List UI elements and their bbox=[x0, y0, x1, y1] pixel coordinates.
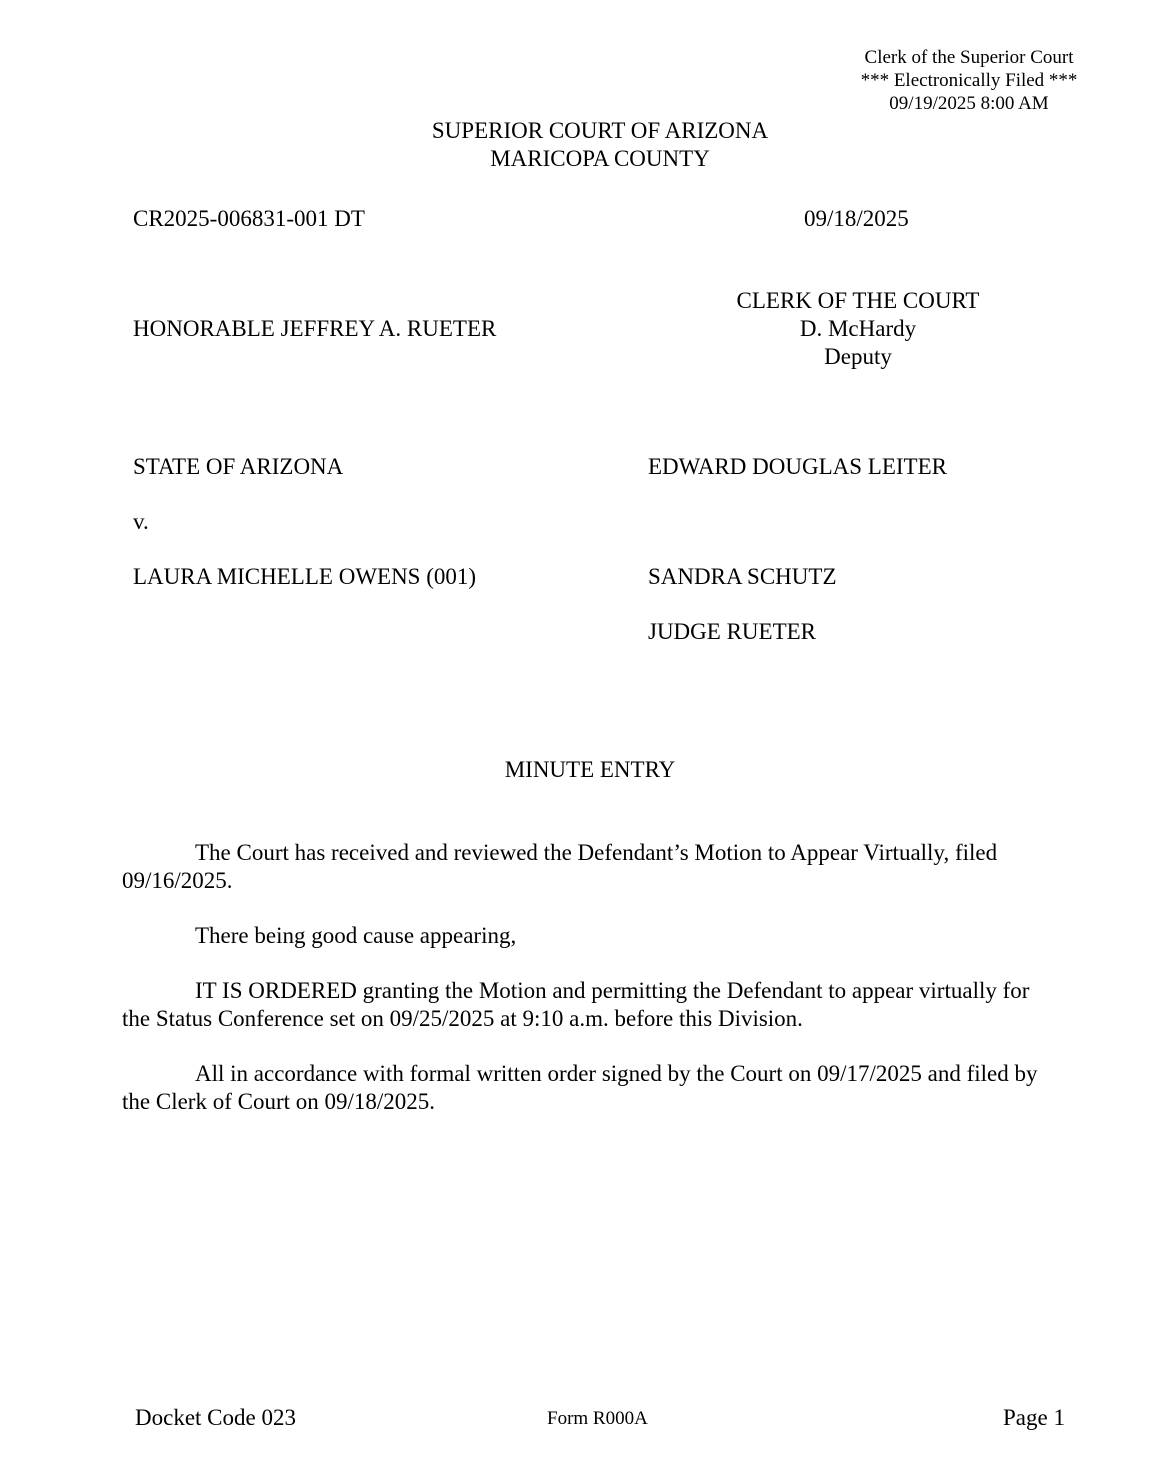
clerk-title: CLERK OF THE COURT bbox=[736, 288, 980, 313]
clerk-block bbox=[700, 287, 1016, 371]
case-date: 09/18/2025 bbox=[804, 206, 909, 231]
body-paragraph bbox=[122, 1060, 1052, 1116]
paragraph-formal-order: All in accordance with formal written order signed by the Court on 09/17/2025 and filed by the Clerk of Court on 09/18/2025. bbox=[122, 1061, 1038, 1114]
stamp-line-clerk: Clerk of the Superior Court bbox=[864, 47, 1074, 68]
judge-name: HONORABLE JEFFREY A. RUETER bbox=[133, 316, 497, 341]
versus-label: v. bbox=[133, 509, 149, 534]
plaintiff-name: STATE OF ARIZONA bbox=[133, 454, 344, 479]
court-county: MARICOPA COUNTY bbox=[490, 146, 710, 171]
distribution-item: EDWARD DOUGLAS LEITER bbox=[648, 454, 947, 479]
body-paragraph bbox=[122, 839, 1052, 895]
case-number: CR2025-006831-001 DT bbox=[133, 206, 365, 231]
clerk-name: D. McHardy bbox=[799, 316, 917, 341]
filing-stamp bbox=[830, 46, 1108, 115]
body-paragraph bbox=[122, 977, 1052, 1033]
stamp-line-timestamp: 09/19/2025 8:00 AM bbox=[889, 93, 1049, 114]
court-name: SUPERIOR COURT OF ARIZONA bbox=[431, 118, 769, 143]
body-paragraph bbox=[122, 922, 1052, 950]
document-title: MINUTE ENTRY bbox=[504, 757, 676, 782]
footer-form: Form R000A bbox=[547, 1408, 648, 1429]
paragraph-good-cause: There being good cause appearing, bbox=[195, 923, 517, 948]
footer-page-number: Page 1 bbox=[1003, 1405, 1065, 1430]
distribution-item: JUDGE RUETER bbox=[648, 619, 817, 644]
defendant-name: LAURA MICHELLE OWENS (001) bbox=[133, 564, 477, 589]
court-heading bbox=[400, 117, 800, 173]
stamp-line-filed: *** Electronically Filed *** bbox=[860, 70, 1078, 91]
paragraph-motion-received: The Court has received and reviewed the Defendant’s Motion to Appear Virtually, filed 09/16/2025. bbox=[122, 840, 998, 893]
distribution-item: SANDRA SCHUTZ bbox=[648, 564, 837, 589]
clerk-role: Deputy bbox=[824, 344, 892, 369]
paragraph-order: IT IS ORDERED granting the Motion and permitting the Defendant to appear virtually for the Status Conference set on 09/25/2025 at 9:10 a.m. before this Division. bbox=[122, 978, 1030, 1031]
footer-docket-code: Docket Code 023 bbox=[135, 1405, 296, 1430]
